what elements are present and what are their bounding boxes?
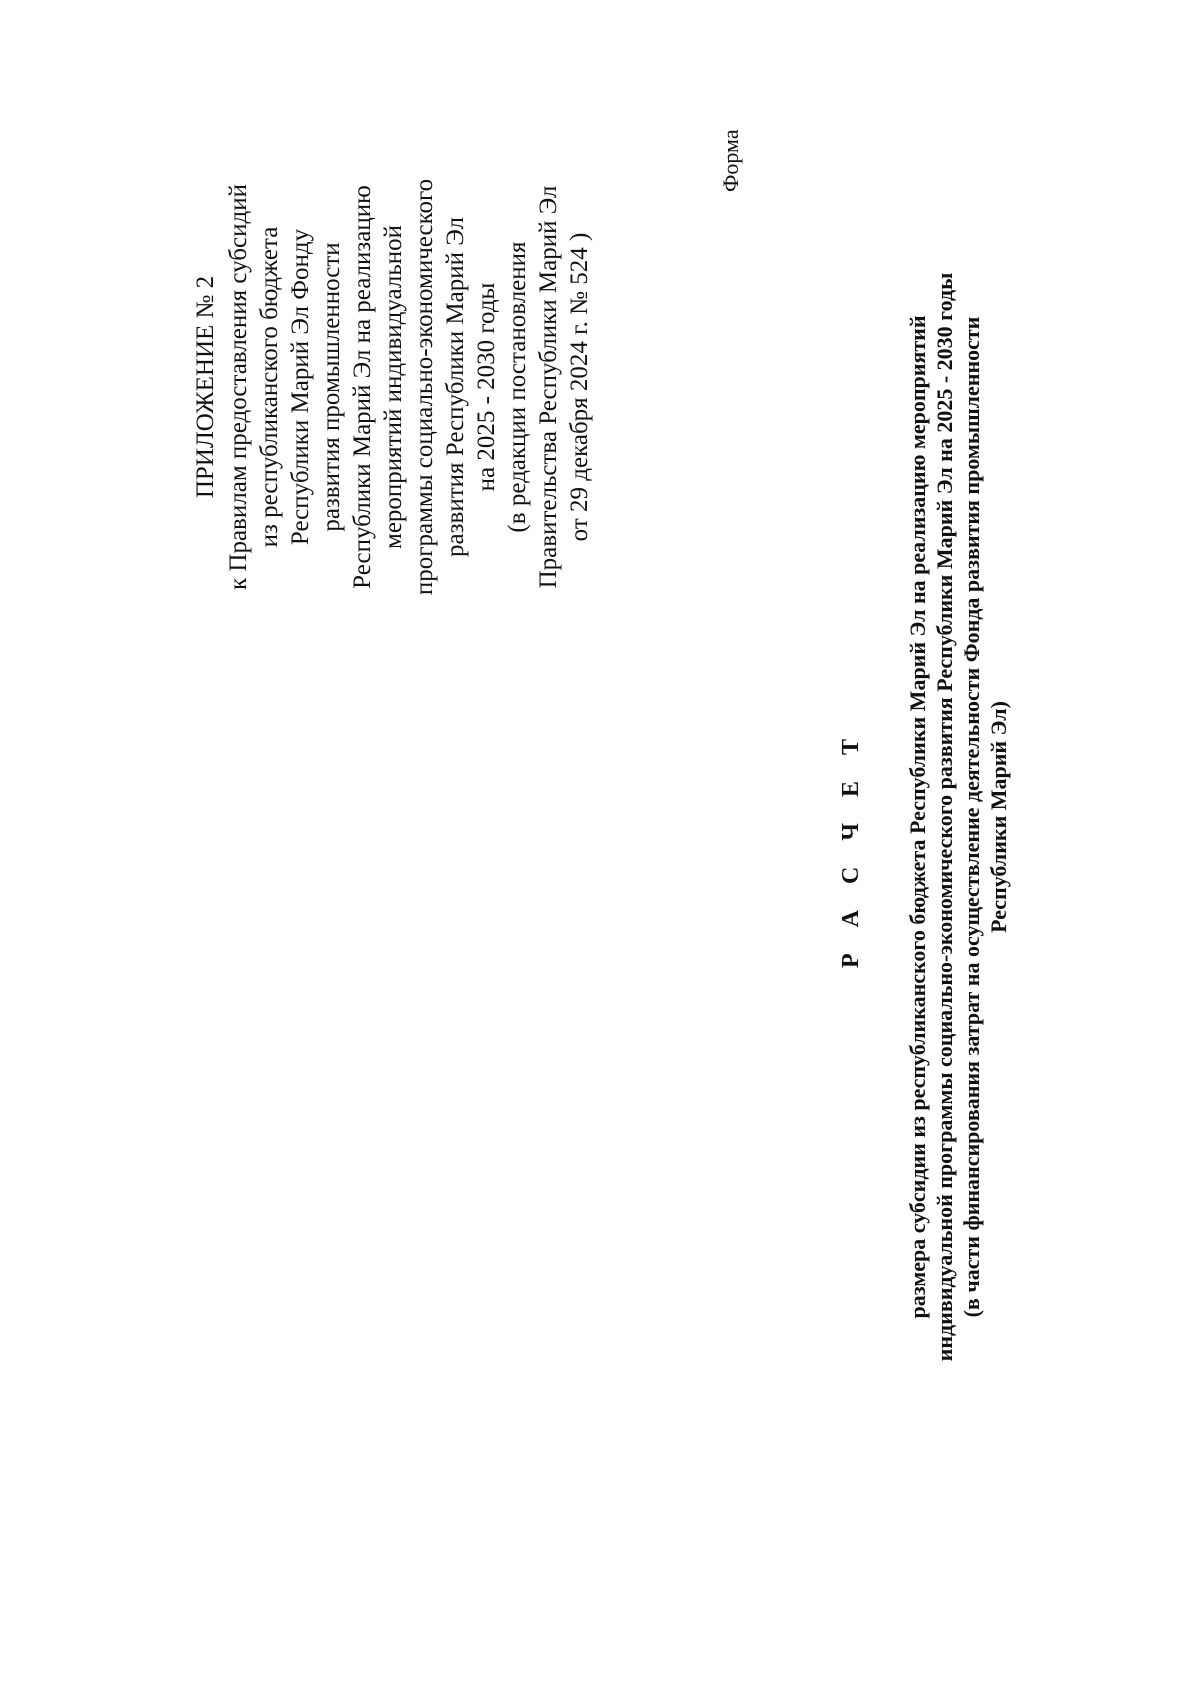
appendix-line: от 29 декабря 2024 г. № 524 )	[566, 232, 593, 542]
subtitle-line: (в части финансирования затрат на осуществление деятельности Фонда развития промышленности	[959, 316, 984, 1318]
appendix-line: (в редакции постановления	[504, 241, 531, 533]
subtitle-line: индивидуальной программы социально-экономического развития Республики Марий Эл на 2025 - 2030 годы	[932, 272, 957, 1362]
appendix-line: на 2025 - 2030 годы	[473, 282, 500, 492]
appendix-line: Правительства Республики Марий Эл	[535, 185, 562, 589]
appendix-line: программы социально-экономического	[411, 178, 438, 596]
subtitle-line: Республики Марий Эл)	[986, 701, 1011, 933]
appendix-line: Республики Марий Эл Фонду	[287, 228, 314, 546]
form-label: Форма	[718, 129, 743, 192]
document-heading: Р А С Ч Е Т	[838, 729, 864, 968]
appendix-line: мероприятий индивидуальной	[380, 225, 407, 549]
subtitle-line: размера субсидии из республиканского бюджета Республики Марий Эл на реализацию мероприятий	[905, 315, 930, 1319]
appendix-line: развития Республики Марий Эл	[442, 217, 469, 557]
appendix-line: Республики Марий Эл на реализацию	[349, 185, 376, 589]
appendix-line: к Правилам предоставления субсидий	[225, 184, 252, 590]
appendix-block	[190, 152, 595, 622]
appendix-line: развития промышленности	[318, 242, 345, 532]
appendix-title: ПРИЛОЖЕНИЕ № 2	[192, 275, 219, 499]
document-subtitle	[904, 267, 1012, 1367]
appendix-line: из республиканского бюджета	[256, 226, 283, 548]
